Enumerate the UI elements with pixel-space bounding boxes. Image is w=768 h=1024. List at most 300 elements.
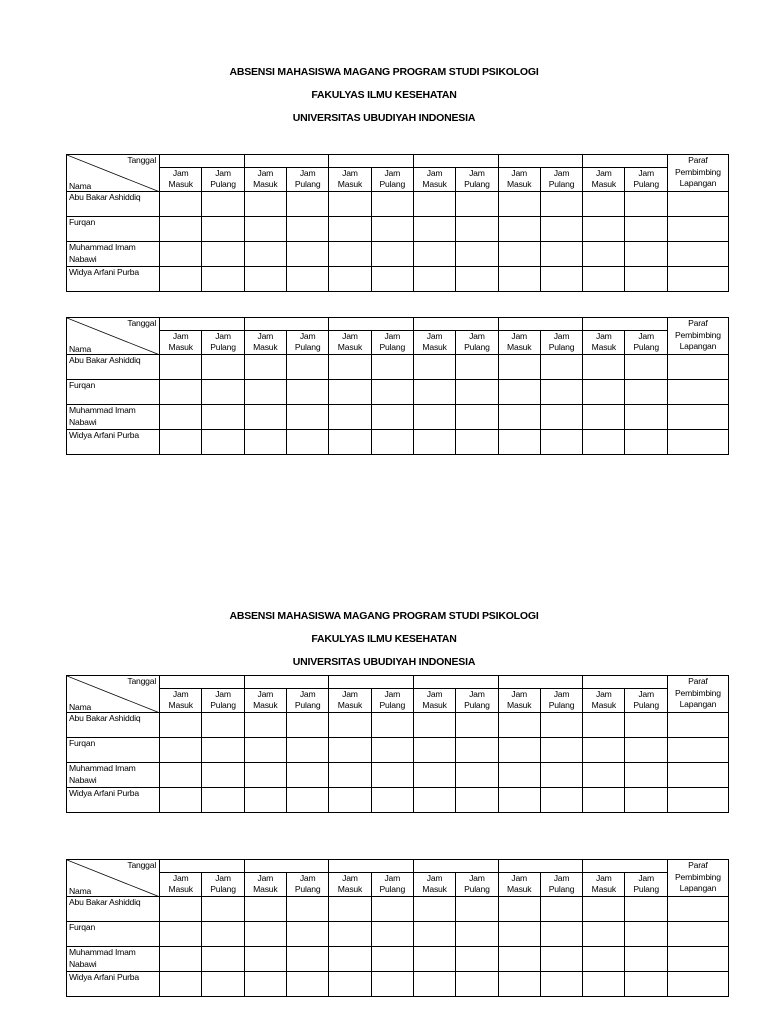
attendance-cell[interactable]: [583, 897, 625, 922]
attendance-cell[interactable]: [160, 380, 202, 405]
attendance-cell[interactable]: [160, 430, 202, 455]
pulang-label: Pulang: [456, 700, 498, 713]
attendance-cell[interactable]: [540, 192, 582, 217]
masuk-label: Masuk: [244, 700, 286, 713]
attendance-cell[interactable]: [413, 192, 455, 217]
attendance-cell[interactable]: [286, 267, 328, 292]
attendance-cell[interactable]: [456, 972, 498, 997]
date-cell[interactable]: [244, 318, 329, 331]
attendance-cell[interactable]: [625, 430, 667, 455]
attendance-cell[interactable]: [456, 380, 498, 405]
student-name: Muhammad Imam: [69, 405, 136, 415]
attendance-cell[interactable]: [456, 788, 498, 813]
jam-label: Jam: [160, 873, 202, 885]
attendance-cell[interactable]: [540, 738, 582, 763]
attendance-cell[interactable]: [413, 922, 455, 947]
paraf-cell[interactable]: [667, 738, 728, 763]
attendance-cell[interactable]: [583, 738, 625, 763]
date-cell[interactable]: [498, 860, 583, 873]
attendance-cell[interactable]: [371, 947, 413, 972]
paraf-cell[interactable]: [667, 922, 728, 947]
attendance-cell[interactable]: [329, 713, 371, 738]
student-row: [67, 405, 729, 430]
jam-label: Jam: [498, 689, 540, 701]
attendance-cell[interactable]: [286, 192, 328, 217]
attendance-table-4: [66, 859, 729, 997]
attendance-cell[interactable]: [329, 217, 371, 242]
paraf-label: Paraf: [688, 318, 708, 328]
attendance-cell[interactable]: [244, 922, 286, 947]
attendance-cell[interactable]: [202, 380, 244, 405]
date-cell[interactable]: [160, 155, 245, 168]
student-row: [67, 380, 729, 405]
attendance-cell[interactable]: [498, 217, 540, 242]
attendance-cell[interactable]: [625, 713, 667, 738]
attendance-cell[interactable]: [498, 763, 540, 788]
attendance-cell[interactable]: [202, 947, 244, 972]
attendance-cell[interactable]: [540, 355, 582, 380]
student-name-cell: [67, 738, 160, 763]
attendance-cell[interactable]: [540, 763, 582, 788]
attendance-cell[interactable]: [202, 897, 244, 922]
pulang-label: Pulang: [202, 342, 244, 355]
attendance-cell[interactable]: [625, 267, 667, 292]
attendance-cell[interactable]: [498, 788, 540, 813]
attendance-cell[interactable]: [498, 738, 540, 763]
attendance-cell[interactable]: [202, 267, 244, 292]
jam-label: Jam: [456, 168, 498, 180]
student-name: Abu Bakar Ashiddiq: [69, 355, 141, 365]
attendance-cell[interactable]: [329, 922, 371, 947]
nama-label: Nama: [69, 702, 92, 712]
attendance-cell[interactable]: [286, 405, 328, 430]
student-name-cell: [67, 897, 160, 922]
attendance-cell[interactable]: [202, 922, 244, 947]
attendance-cell[interactable]: [456, 192, 498, 217]
student-name: Furqan: [69, 217, 96, 227]
student-name-cell: [67, 242, 160, 267]
attendance-cell[interactable]: [625, 897, 667, 922]
paraf-cell[interactable]: [667, 713, 728, 738]
date-cell[interactable]: [498, 318, 583, 331]
student-name: Muhammad Imam: [69, 763, 136, 773]
attendance-cell[interactable]: [371, 217, 413, 242]
attendance-cell[interactable]: [160, 922, 202, 947]
attendance-cell[interactable]: [413, 788, 455, 813]
attendance-cell[interactable]: [244, 267, 286, 292]
attendance-cell[interactable]: [286, 355, 328, 380]
attendance-cell[interactable]: [625, 972, 667, 997]
student-name: Furqan: [69, 380, 96, 390]
attendance-cell[interactable]: [329, 242, 371, 267]
attendance-cell[interactable]: [286, 788, 328, 813]
attendance-cell[interactable]: [625, 788, 667, 813]
attendance-cell[interactable]: [413, 380, 455, 405]
attendance-cell[interactable]: [202, 192, 244, 217]
jam-label: Jam: [413, 168, 455, 180]
attendance-cell[interactable]: [244, 713, 286, 738]
attendance-cell[interactable]: [583, 788, 625, 813]
attendance-cell[interactable]: [583, 355, 625, 380]
attendance-cell[interactable]: [498, 380, 540, 405]
attendance-cell[interactable]: [202, 763, 244, 788]
attendance-cell[interactable]: [371, 192, 413, 217]
jam-label: Jam: [286, 689, 328, 701]
paraf-cell[interactable]: [667, 192, 728, 217]
attendance-cell[interactable]: [625, 242, 667, 267]
paraf-label: Paraf: [688, 155, 708, 165]
attendance-cell[interactable]: [540, 972, 582, 997]
pulang-label: Pulang: [371, 700, 413, 713]
attendance-cell[interactable]: [540, 947, 582, 972]
masuk-label: Masuk: [413, 700, 455, 713]
date-cell[interactable]: [329, 318, 414, 331]
attendance-cell[interactable]: [202, 788, 244, 813]
attendance-cell[interactable]: [625, 217, 667, 242]
pulang-label: Pulang: [540, 884, 582, 897]
attendance-cell[interactable]: [286, 972, 328, 997]
attendance-cell[interactable]: [371, 380, 413, 405]
paraf-cell[interactable]: [667, 242, 728, 267]
attendance-cell[interactable]: [329, 267, 371, 292]
paraf-cell[interactable]: [667, 788, 728, 813]
attendance-cell[interactable]: [160, 242, 202, 267]
attendance-cell[interactable]: [371, 267, 413, 292]
attendance-cell[interactable]: [160, 972, 202, 997]
attendance-cell[interactable]: [244, 972, 286, 997]
attendance-cell[interactable]: [160, 947, 202, 972]
attendance-cell[interactable]: [244, 947, 286, 972]
attendance-cell[interactable]: [498, 242, 540, 267]
masuk-label: Masuk: [329, 179, 371, 192]
paraf-cell[interactable]: [667, 380, 728, 405]
attendance-cell[interactable]: [286, 897, 328, 922]
attendance-cell[interactable]: [371, 242, 413, 267]
attendance-cell[interactable]: [625, 355, 667, 380]
paraf-cell[interactable]: [667, 217, 728, 242]
attendance-cell[interactable]: [329, 788, 371, 813]
date-cell[interactable]: [160, 676, 245, 689]
attendance-cell[interactable]: [498, 267, 540, 292]
date-cell[interactable]: [583, 318, 668, 331]
attendance-cell[interactable]: [202, 242, 244, 267]
student-name: Muhammad Imam: [69, 947, 136, 957]
attendance-cell[interactable]: [498, 897, 540, 922]
jam-label: Jam: [625, 331, 667, 343]
date-cell[interactable]: [160, 860, 245, 873]
attendance-cell[interactable]: [286, 738, 328, 763]
attendance-cell[interactable]: [160, 763, 202, 788]
jam-label: Jam: [202, 168, 244, 180]
attendance-cell[interactable]: [329, 355, 371, 380]
date-cell[interactable]: [329, 155, 414, 168]
attendance-table-1: [66, 154, 729, 292]
attendance-cell[interactable]: [413, 355, 455, 380]
attendance-cell[interactable]: [413, 972, 455, 997]
student-name: Furqan: [69, 738, 96, 748]
paraf-cell[interactable]: [667, 267, 728, 292]
student-row: [67, 763, 729, 788]
attendance-cell[interactable]: [244, 192, 286, 217]
attendance-cell[interactable]: [583, 380, 625, 405]
attendance-cell[interactable]: [371, 430, 413, 455]
attendance-cell[interactable]: [286, 242, 328, 267]
attendance-cell[interactable]: [371, 972, 413, 997]
attendance-cell[interactable]: [329, 192, 371, 217]
attendance-cell[interactable]: [583, 430, 625, 455]
student-name-cell: [67, 972, 160, 997]
attendance-cell[interactable]: [498, 430, 540, 455]
jam-label: Jam: [160, 168, 202, 180]
date-cell[interactable]: [583, 155, 668, 168]
masuk-label: Masuk: [160, 342, 202, 355]
attendance-cell[interactable]: [371, 763, 413, 788]
attendance-cell[interactable]: [540, 713, 582, 738]
lapangan-label: Lapangan: [679, 883, 717, 893]
attendance-cell[interactable]: [625, 738, 667, 763]
jam-label: Jam: [456, 689, 498, 701]
attendance-cell[interactable]: [160, 192, 202, 217]
attendance-cell[interactable]: [329, 430, 371, 455]
attendance-cell[interactable]: [540, 922, 582, 947]
jam-label: Jam: [371, 873, 413, 885]
attendance-cell[interactable]: [625, 763, 667, 788]
attendance-cell[interactable]: [456, 922, 498, 947]
attendance-cell[interactable]: [413, 430, 455, 455]
attendance-cell[interactable]: [540, 242, 582, 267]
date-cell[interactable]: [413, 318, 498, 331]
attendance-cell[interactable]: [456, 947, 498, 972]
date-cell[interactable]: [160, 318, 245, 331]
pulang-label: Pulang: [456, 179, 498, 192]
attendance-cell[interactable]: [329, 763, 371, 788]
attendance-cell[interactable]: [498, 922, 540, 947]
date-cell[interactable]: [498, 676, 583, 689]
pulang-label: Pulang: [202, 179, 244, 192]
attendance-cell[interactable]: [244, 355, 286, 380]
jam-label: Jam: [202, 331, 244, 343]
attendance-cell[interactable]: [244, 217, 286, 242]
attendance-cell[interactable]: [286, 763, 328, 788]
attendance-cell[interactable]: [329, 972, 371, 997]
attendance-cell[interactable]: [160, 355, 202, 380]
attendance-cell[interactable]: [202, 713, 244, 738]
student-name: Nabawi: [69, 416, 97, 427]
attendance-cell[interactable]: [371, 713, 413, 738]
jam-label: Jam: [583, 331, 625, 343]
attendance-cell[interactable]: [160, 788, 202, 813]
pulang-label: Pulang: [625, 700, 667, 713]
attendance-cell[interactable]: [244, 430, 286, 455]
attendance-cell[interactable]: [456, 763, 498, 788]
masuk-label: Masuk: [329, 342, 371, 355]
attendance-cell[interactable]: [329, 897, 371, 922]
attendance-cell[interactable]: [540, 405, 582, 430]
attendance-cell[interactable]: [625, 380, 667, 405]
pembimbing-label: Pembimbing: [675, 687, 721, 698]
attendance-cell[interactable]: [625, 922, 667, 947]
attendance-cell[interactable]: [202, 738, 244, 763]
jam-label: Jam: [329, 873, 371, 885]
attendance-cell[interactable]: [371, 788, 413, 813]
attendance-cell[interactable]: [244, 380, 286, 405]
attendance-cell[interactable]: [371, 897, 413, 922]
attendance-cell[interactable]: [413, 217, 455, 242]
attendance-cell[interactable]: [413, 763, 455, 788]
attendance-cell[interactable]: [160, 897, 202, 922]
attendance-cell[interactable]: [244, 897, 286, 922]
attendance-cell[interactable]: [160, 713, 202, 738]
attendance-cell[interactable]: [583, 242, 625, 267]
attendance-cell[interactable]: [371, 922, 413, 947]
attendance-cell[interactable]: [371, 738, 413, 763]
paraf-cell[interactable]: [667, 355, 728, 380]
jam-label: Jam: [244, 689, 286, 701]
attendance-cell[interactable]: [583, 192, 625, 217]
attendance-cell[interactable]: [160, 738, 202, 763]
attendance-cell[interactable]: [329, 380, 371, 405]
pulang-label: Pulang: [540, 342, 582, 355]
attendance-cell[interactable]: [498, 947, 540, 972]
date-cell[interactable]: [413, 155, 498, 168]
attendance-cell[interactable]: [286, 430, 328, 455]
date-cell[interactable]: [329, 860, 414, 873]
attendance-cell[interactable]: [244, 738, 286, 763]
date-cell[interactable]: [329, 676, 414, 689]
attendance-cell[interactable]: [244, 788, 286, 813]
attendance-cell[interactable]: [583, 972, 625, 997]
student-row: [67, 355, 729, 380]
attendance-cell[interactable]: [498, 192, 540, 217]
attendance-cell[interactable]: [202, 355, 244, 380]
attendance-cell[interactable]: [456, 355, 498, 380]
attendance-cell[interactable]: [625, 192, 667, 217]
jam-label: Jam: [456, 331, 498, 343]
attendance-cell[interactable]: [456, 242, 498, 267]
attendance-cell[interactable]: [371, 405, 413, 430]
student-name: Widya Arfani Purba: [69, 267, 139, 277]
attendance-cell[interactable]: [286, 713, 328, 738]
date-cell[interactable]: [413, 676, 498, 689]
attendance-cell[interactable]: [413, 947, 455, 972]
attendance-cell[interactable]: [244, 763, 286, 788]
attendance-cell[interactable]: [583, 763, 625, 788]
date-cell[interactable]: [244, 676, 329, 689]
pulang-label: Pulang: [286, 342, 328, 355]
attendance-cell[interactable]: [413, 897, 455, 922]
attendance-cell[interactable]: [456, 897, 498, 922]
attendance-cell[interactable]: [456, 738, 498, 763]
attendance-cell[interactable]: [540, 788, 582, 813]
attendance-cell[interactable]: [286, 380, 328, 405]
attendance-cell[interactable]: [456, 217, 498, 242]
attendance-cell[interactable]: [244, 242, 286, 267]
date-cell[interactable]: [498, 155, 583, 168]
date-cell[interactable]: [583, 676, 668, 689]
attendance-cell[interactable]: [540, 380, 582, 405]
attendance-cell[interactable]: [498, 405, 540, 430]
student-name-cell: [67, 405, 160, 430]
attendance-cell[interactable]: [498, 713, 540, 738]
attendance-cell[interactable]: [456, 713, 498, 738]
student-name: Nabawi: [69, 774, 97, 785]
pulang-label: Pulang: [202, 700, 244, 713]
attendance-cell[interactable]: [540, 217, 582, 242]
jam-label: Jam: [244, 873, 286, 885]
pulang-label: Pulang: [371, 342, 413, 355]
attendance-cell[interactable]: [413, 405, 455, 430]
attendance-cell[interactable]: [456, 430, 498, 455]
attendance-cell[interactable]: [286, 217, 328, 242]
attendance-cell[interactable]: [286, 922, 328, 947]
attendance-cell[interactable]: [583, 922, 625, 947]
attendance-cell[interactable]: [498, 355, 540, 380]
attendance-cell[interactable]: [583, 267, 625, 292]
jam-label: Jam: [286, 873, 328, 885]
attendance-cell[interactable]: [625, 947, 667, 972]
attendance-cell[interactable]: [625, 405, 667, 430]
attendance-cell[interactable]: [202, 405, 244, 430]
attendance-cell[interactable]: [371, 355, 413, 380]
attendance-cell[interactable]: [202, 972, 244, 997]
attendance-cell[interactable]: [456, 267, 498, 292]
pulang-label: Pulang: [540, 179, 582, 192]
paraf-cell[interactable]: [667, 763, 728, 788]
jam-label: Jam: [498, 331, 540, 343]
attendance-cell[interactable]: [413, 242, 455, 267]
student-name: Abu Bakar Ashiddiq: [69, 192, 141, 202]
title-line-2: FAKULYAS ILMU KESEHATAN: [311, 633, 457, 645]
paraf-cell[interactable]: [667, 972, 728, 997]
date-cell[interactable]: [583, 860, 668, 873]
attendance-cell[interactable]: [160, 217, 202, 242]
attendance-cell[interactable]: [540, 897, 582, 922]
paraf-cell[interactable]: [667, 430, 728, 455]
attendance-cell[interactable]: [329, 738, 371, 763]
attendance-cell[interactable]: [202, 430, 244, 455]
attendance-cell[interactable]: [202, 217, 244, 242]
date-cell[interactable]: [244, 155, 329, 168]
attendance-cell[interactable]: [583, 947, 625, 972]
jam-label: Jam: [498, 873, 540, 885]
attendance-cell[interactable]: [329, 947, 371, 972]
student-name: Widya Arfani Purba: [69, 788, 139, 798]
attendance-cell[interactable]: [413, 738, 455, 763]
pulang-label: Pulang: [625, 179, 667, 192]
attendance-cell[interactable]: [160, 405, 202, 430]
attendance-cell[interactable]: [329, 405, 371, 430]
attendance-cell[interactable]: [498, 972, 540, 997]
attendance-cell[interactable]: [286, 947, 328, 972]
attendance-cell[interactable]: [583, 217, 625, 242]
attendance-cell[interactable]: [160, 267, 202, 292]
date-cell[interactable]: [244, 860, 329, 873]
attendance-cell[interactable]: [540, 267, 582, 292]
date-cell[interactable]: [413, 860, 498, 873]
masuk-label: Masuk: [160, 179, 202, 192]
attendance-cell[interactable]: [413, 713, 455, 738]
attendance-cell[interactable]: [583, 405, 625, 430]
paraf-cell[interactable]: [667, 947, 728, 972]
paraf-cell[interactable]: [667, 405, 728, 430]
attendance-cell[interactable]: [583, 713, 625, 738]
attendance-cell[interactable]: [413, 267, 455, 292]
attendance-cell[interactable]: [456, 405, 498, 430]
attendance-cell[interactable]: [540, 430, 582, 455]
paraf-cell[interactable]: [667, 897, 728, 922]
student-row: [67, 430, 729, 455]
attendance-cell[interactable]: [244, 405, 286, 430]
